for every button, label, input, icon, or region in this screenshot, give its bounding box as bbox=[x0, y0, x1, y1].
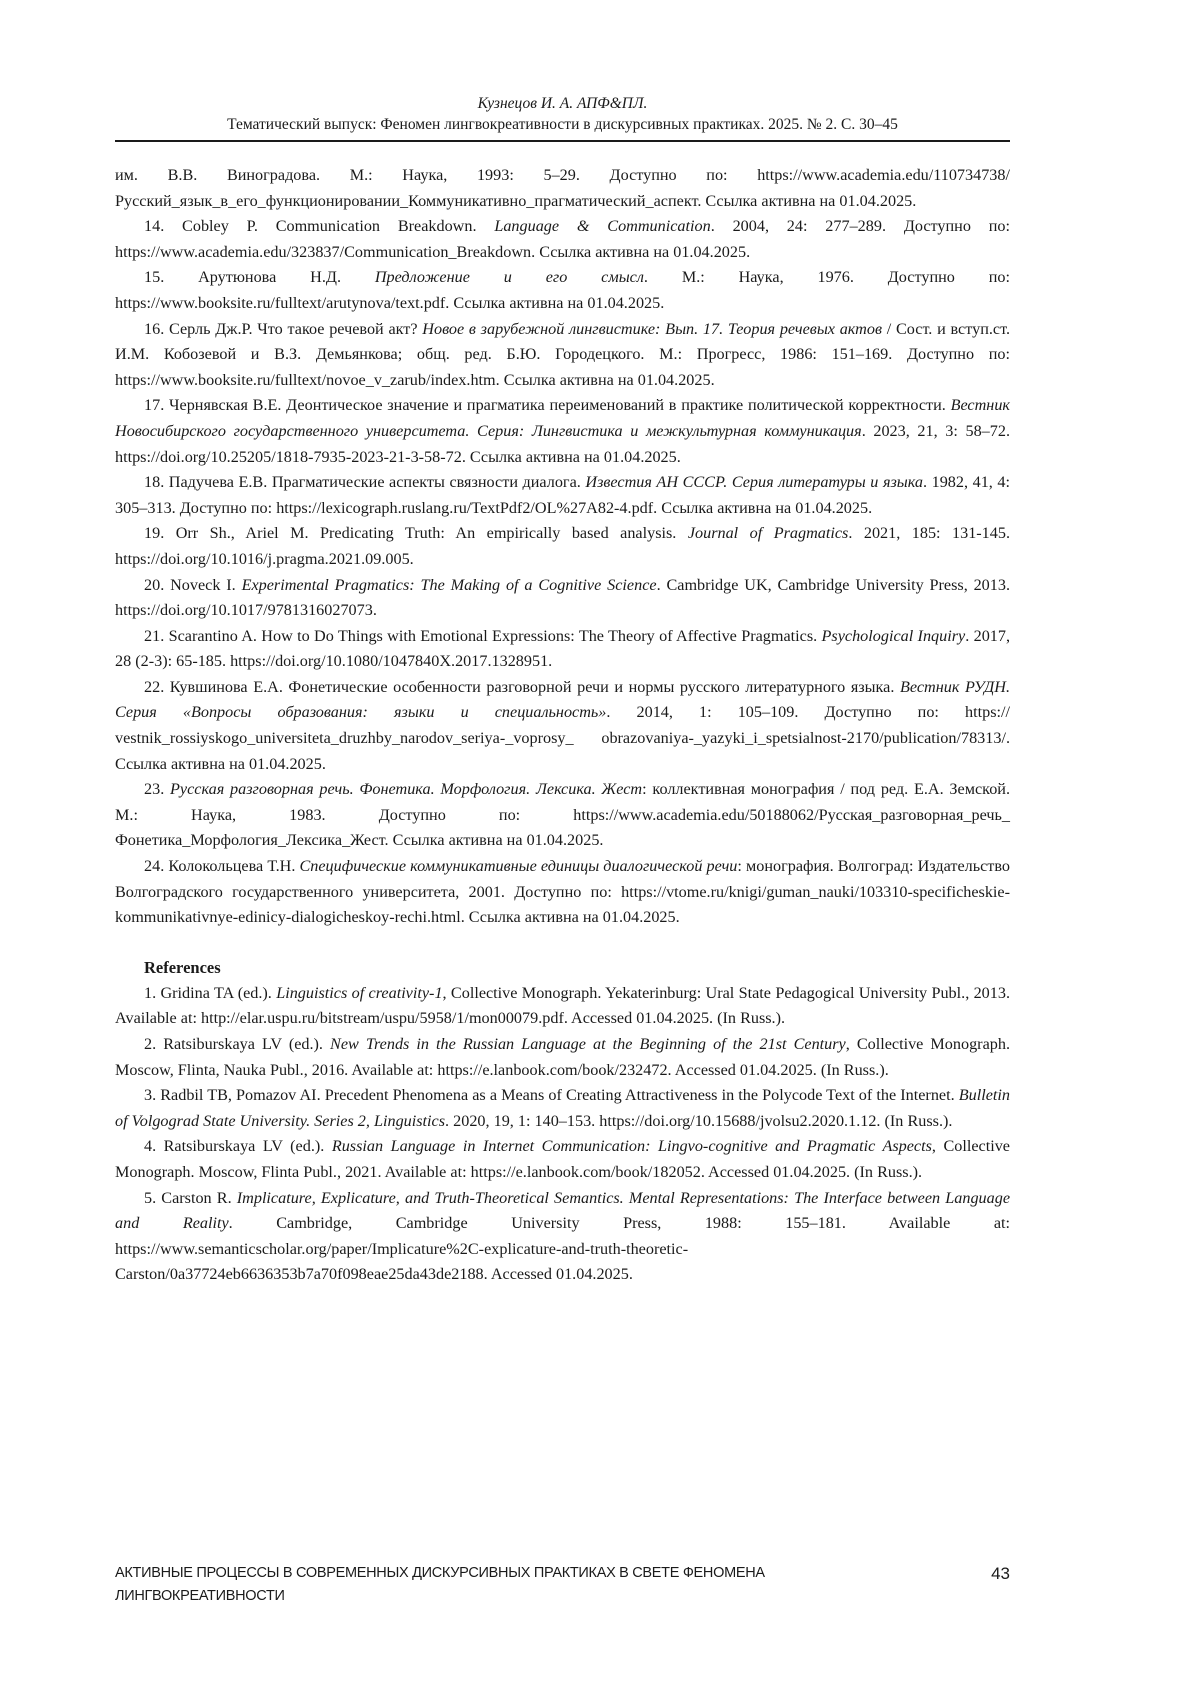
references-heading: References bbox=[144, 957, 221, 977]
reference-item: 17. Чернявская В.Е. Деонтическое значение и прагматика переименований в практике политической корректности. Вестник Новосибирского государственного университета. Серия: Лингвистика и межкультурная коммуникация. 2023, 21, 3: 58–72. https://doi.org/10.25205/1818-7935-2023-21-3-58-72. Ссылка активна на 01.04.2025. bbox=[115, 396, 1011, 466]
reference-item: 23. Русская разговорная речь. Фонетика. Морфология. Лексика. Жест: коллективная монография / под ред. Е.А. Земской. М.: Наука, 1983. Доступно по: https://www.academia.edu/50188062/Русская_разговорная_речь_ Фонетика_Морфология_Лексика_Жест. Ссылка активна на 01.04.2025. bbox=[115, 780, 1011, 850]
header-issue: Тематический выпуск: Феномен лингвокреативности в дискурсивных практиках. 2025. № 2. С. 30–45 bbox=[227, 116, 898, 133]
page-number: 43 bbox=[991, 1564, 1010, 1583]
reference-item: 14. Cobley P. Communication Breakdown. Language & Communication. 2004, 24: 277–289. Доступно по: https://www.academia.edu/323837/Communication_Breakdown. Ссылка активна на 01.04.2025. bbox=[115, 217, 1010, 261]
reference-item: 20. Noveck I. Experimental Pragmatics: The Making of a Cognitive Science. Cambridge UK, Cambridge University Press, 2013. https://doi.org/10.1017/9781316027073. bbox=[115, 575, 1011, 620]
footer-series-title: АКТИВНЫЕ ПРОЦЕССЫ В СОВРЕМЕННЫХ ДИСКУРСИВНЫХ ПРАКТИКАХ В СВЕТЕ ФЕНОМЕНА ЛИНГВОКРЕАТИВНОСТИ bbox=[115, 1565, 765, 1604]
reference-item: 4. Ratsiburskaya LV (ed.). Russian Language in Internet Communication: Lingvo-cognitive and Pragmatic Aspects, Collective Monograph. Moscow, Flinta Publ., 2021. Available at: https://e.lanbook.com/book/182052. Accessed 01.04.2025. (In Russ.). bbox=[115, 1137, 1010, 1181]
reference-item: 2. Ratsiburskaya LV (ed.). New Trends in the Russian Language at the Beginning of the 21st Century, Collective Monograph. Moscow, Flinta, Nauka Publ., 2016. Available at: https://e.lanbook.com/book/232472. Accessed 01.04.2025. (In Russ.). bbox=[115, 1035, 1010, 1079]
header-author-journal: Кузнецов И. А. АПФ&ПЛ. bbox=[477, 95, 648, 112]
reference-list-en bbox=[115, 981, 1010, 1288]
reference-item: 5. Carston R. Implicature, Explicature, and Truth-Theoretical Semantics. Mental Representations: The Interface between Language and Reality. Cambridge, Cambridge University Press, 1988: 155–181. Available at: https://www.semanticscholar.org/paper/Implicature%2C-explicature-and-truth-theoretic-Carston/0a37724eb6636353b7a70f098eae25da43de2188. Accessed 01.04.2025. bbox=[115, 1188, 1011, 1284]
reference-item: им. В.В. Виноградова. М.: Наука, 1993: 5–29. Доступно по: https://www.academia.edu/110734738/Русский_язык_в_его_функционировании_Коммуникативно_прагматический_аспект. Ссылка активна на 01.04.2025. bbox=[115, 166, 1010, 210]
reference-item: 16. Серль Дж.Р. Что такое речевой акт? Новое в зарубежной лингвистике: Вып. 17. Теория речевых актов / Сост. и вступ.ст. И.М. Кобозевой и В.З. Демьянкова; общ. ред. Б.Ю. Городецкого. М.: Прогресс, 1986: 151–169. Доступно по: https://www.booksite.ru/fulltext/novoe_v_zarub/index.htm. Ссылка активна на 01.04.2025. bbox=[115, 319, 1010, 389]
reference-list-ru bbox=[115, 163, 1010, 931]
reference-item: 24. Колокольцева Т.Н. Специфические коммуникативные единицы диалогической речи: монография. Волгоград: Издательство Волгоградского государственного университета, 2001. Доступно по: https://vtome.ru/knigi/guman_nauki/103310-specificheskie-kommunikativnye-edinicy-dialogicheskoy-rechi.html. Ссылка активна на 01.04.2025. bbox=[115, 857, 1010, 927]
reference-item: 21. Scarantino A. How to Do Things with Emotional Expressions: The Theory of Affective Pragmatics. Psychological Inquiry. 2017, 28 (2-3): 65-185. https://doi.org/10.1080/1047840X.2017.1328951. bbox=[115, 626, 1011, 671]
header-divider bbox=[115, 140, 1010, 142]
reference-item: 22. Кувшинова Е.А. Фонетические особенности разговорной речи и нормы русского литературного языка. Вестник РУДН. Серия «Вопросы образования: языки и специальность». 2014, 1: 105–109. Доступно по: https:// vestnik_rossiyskogo_universiteta_druzhby_narodov_seriya-_voprosy_ obrazovaniya-_yazyki_i_spetsialnost-2170/publication/78313/. Ссылка активна на 01.04.2025. bbox=[115, 677, 1011, 773]
running-header bbox=[115, 93, 1010, 135]
reference-item: 18. Падучева Е.В. Прагматические аспекты связности диалога. Известия АН СССР. Серия литературы и языка. 1982, 41, 4: 305–313. Доступно по: https://lexicograph.ruslang.ru/TextPdf2/OL%27A82-4.pdf. Ссылка активна на 01.04.2025. bbox=[115, 473, 1010, 517]
reference-item: 1. Gridina TA (ed.). Linguistics of creativity-1, Collective Monograph. Yekaterinburg: Ural State Pedagogical University Publ., 2013. Available at: http://elar.uspu.ru/bitstream/uspu/5958/1/mon00079.pdf. Accessed 01.04.2025. (In Russ.). bbox=[115, 983, 1011, 1028]
page-footer bbox=[115, 1562, 1010, 1608]
reference-item: 15. Арутюнова Н.Д. Предложение и его смысл. М.: Наука, 1976. Доступно по: https://www.booksite.ru/fulltext/arutynova/text.pdf. Ссылка активна на 01.04.2025. bbox=[115, 268, 1010, 312]
reference-item: 3. Radbil TB, Pomazov AI. Precedent Phenomena as a Means of Creating Attractiveness in the Polycode Text of the Internet. Bulletin of Volgograd State University. Series 2, Linguistics. 2020, 19, 1: 140–153. https://doi.org/10.15688/jvolsu2.2020.1.12. (In Russ.). bbox=[115, 1086, 1010, 1130]
page-content bbox=[115, 163, 1010, 1288]
reference-item: 19. Orr Sh., Ariel M. Predicating Truth: An empirically based analysis. Journal of Pragmatics. 2021, 185: 131-145. https://doi.org/10.1016/j.pragma.2021.09.005. bbox=[115, 524, 1011, 568]
